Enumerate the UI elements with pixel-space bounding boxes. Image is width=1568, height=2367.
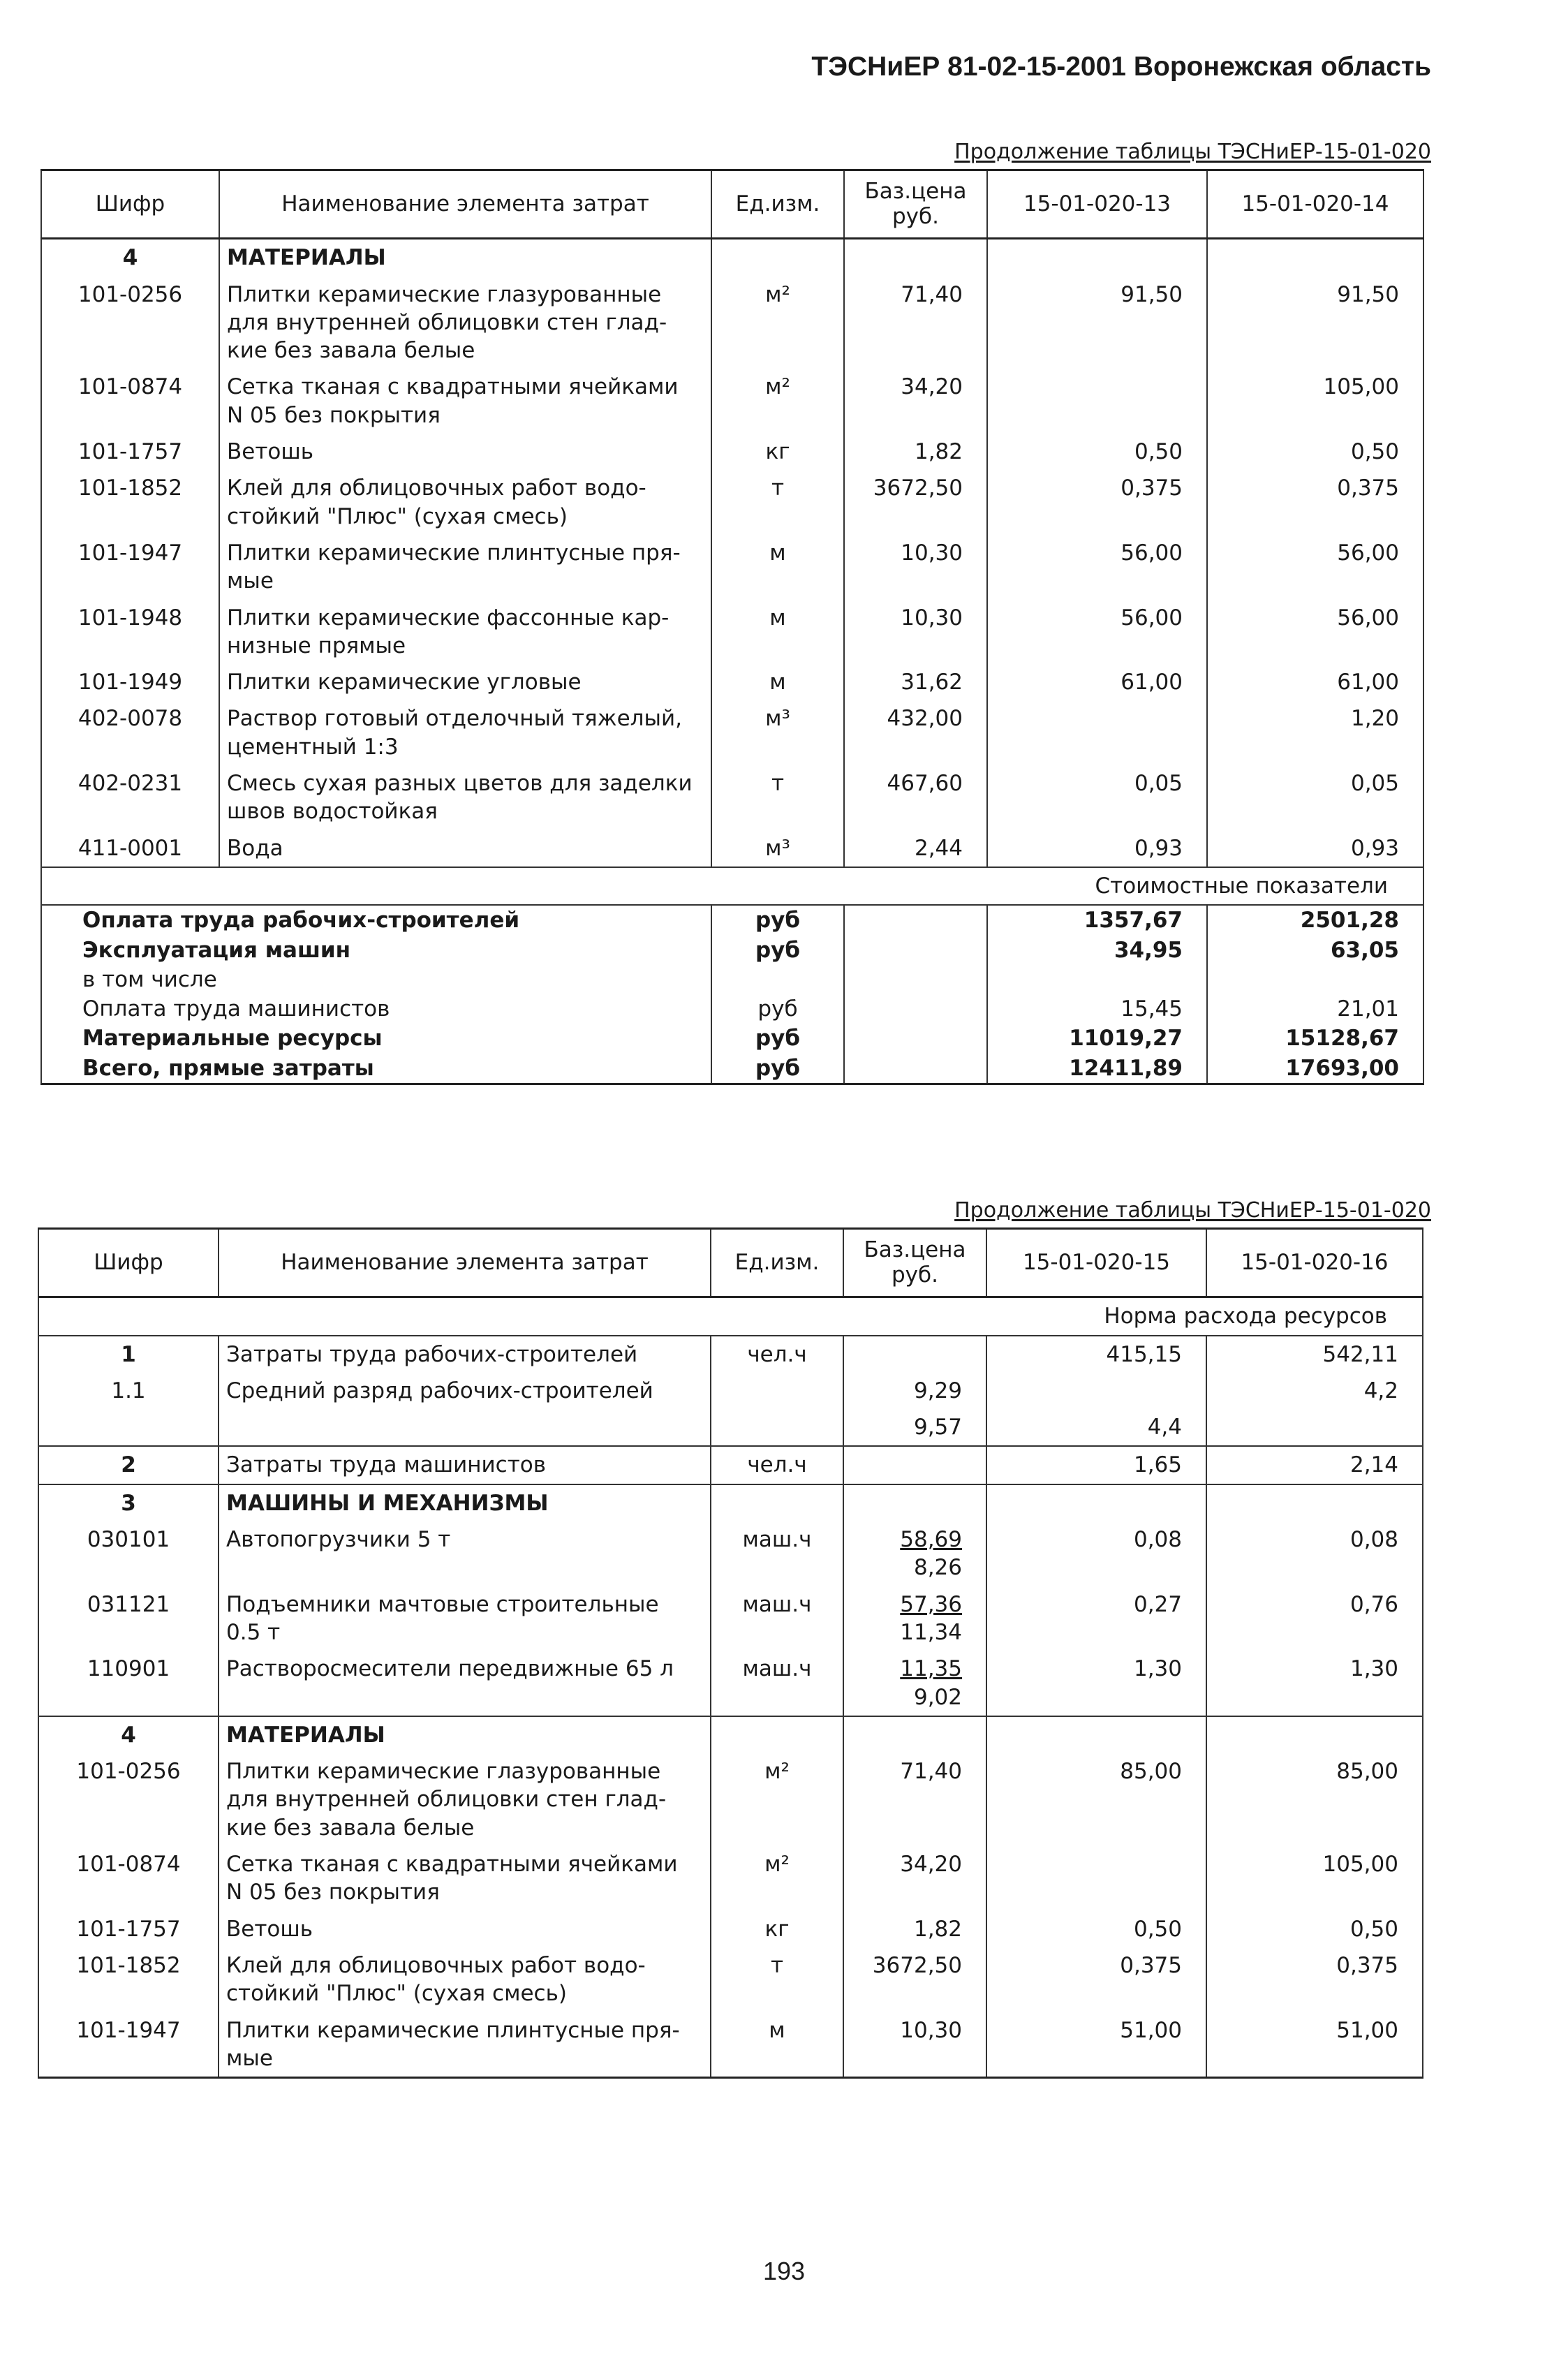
table-row [38, 1947, 1423, 2012]
col-header-price: Баз.цена руб. [844, 170, 987, 239]
section-title: МАТЕРИАЛЫ [219, 1716, 711, 1753]
row-price: 432,00 [844, 700, 987, 765]
row-price: 71,40 [843, 1753, 986, 1846]
summary-value-c2: 15128,67 [1207, 1024, 1423, 1053]
summary-value-c2: 63,05 [1207, 936, 1423, 965]
table1-header-row [41, 170, 1423, 239]
summary-value-c1: 34,95 [987, 936, 1207, 965]
row-name: Ветошь [219, 1911, 711, 1947]
summary-row [41, 965, 1423, 994]
row-name: Вода [219, 830, 711, 867]
row-value-c1: 0,08 [986, 1521, 1206, 1586]
row-name: Плитки керамические глазурованные для внутренней облицовки стен глад- кие без завала белые [219, 276, 711, 369]
row-value-c2: 105,00 [1207, 369, 1423, 434]
col-header-c2: 15-01-020-14 [1207, 170, 1423, 239]
summary-empty [844, 905, 987, 935]
row-value-c1 [986, 1846, 1206, 1911]
row-price: 2,44 [844, 830, 987, 867]
row-unit [711, 1716, 843, 1753]
row-unit: маш.ч [711, 1521, 843, 1586]
section-title: МАШИНЫ И МЕХАНИЗМЫ [219, 1484, 711, 1521]
summary-name: Эксплуатация машин [41, 936, 711, 965]
col-header-unit: Ед.изм. [711, 1229, 843, 1297]
row-value-c2 [1206, 1716, 1423, 1753]
table-row [38, 1753, 1423, 1846]
row-value-c1: 61,00 [987, 664, 1207, 700]
row-code: 031121 [38, 1586, 219, 1651]
row-code: 101-1947 [41, 535, 219, 600]
table-row [38, 1651, 1423, 1716]
table-row [41, 664, 1423, 700]
table-row [41, 276, 1423, 369]
table-row [38, 2012, 1423, 2078]
row-value-c2: 91,50 [1207, 276, 1423, 369]
row-name: Затраты труда рабочих-строителей [219, 1336, 711, 1373]
row-value-c1: 1,65 [986, 1446, 1206, 1484]
row-price-wage: 8,26 [913, 1555, 962, 1581]
col-header-name: Наименование элемента затрат [219, 1229, 711, 1297]
table-row [38, 1336, 1423, 1373]
summary-unit: руб [711, 1024, 844, 1053]
row-price: 10,30 [844, 535, 987, 600]
row-price [843, 1484, 986, 1521]
row-price: 34,20 [844, 369, 987, 434]
row-code: 1 [38, 1336, 219, 1373]
table1-banner: Стоимостные показатели [41, 867, 1423, 905]
row-unit: кг [711, 1911, 843, 1947]
row-price-wage: 11,34 [900, 1619, 962, 1645]
row-value-c1 [987, 239, 1207, 276]
row-unit: маш.ч [711, 1586, 843, 1651]
row-unit: кг [711, 434, 844, 470]
row-price-total: 58,69 [900, 1527, 962, 1553]
col-header-price: Баз.цена руб. [843, 1229, 986, 1297]
row-value-c1: 56,00 [987, 600, 1207, 665]
row-name: Средний разряд рабочих-строителей [219, 1373, 711, 1409]
summary-name: Всего, прямые затраты [41, 1054, 711, 1084]
summary-value-c2: 2501,28 [1207, 905, 1423, 935]
table-row [41, 700, 1423, 765]
summary-unit: руб [711, 1054, 844, 1084]
summary-empty [844, 994, 987, 1024]
page-number: 193 [762, 2257, 806, 2285]
row-value-c1 [987, 369, 1207, 434]
summary-value-c1: 1357,67 [987, 905, 1207, 935]
row-value-c2: 0,50 [1207, 434, 1423, 470]
summary-value-c2 [1207, 965, 1423, 994]
table2-header-row [38, 1229, 1423, 1297]
row-price: 10,30 [843, 2012, 986, 2078]
row-price [844, 239, 987, 276]
summary-value-c1: 11019,27 [987, 1024, 1207, 1053]
row-unit: м³ [711, 830, 844, 867]
row-name: Затраты труда машинистов [219, 1446, 711, 1484]
row-price: 10,30 [844, 600, 987, 665]
row-value-c2: 2,14 [1206, 1446, 1423, 1484]
summary-name: Материальные ресурсы [41, 1024, 711, 1053]
row-value-c2: 0,375 [1206, 1947, 1423, 2012]
summary-row [41, 994, 1423, 1024]
summary-value-c2: 21,01 [1207, 994, 1423, 1024]
row-unit: т [711, 1947, 843, 2012]
row-value-c2: 542,11 [1206, 1336, 1423, 1373]
row-price-wage: 9,02 [913, 1684, 962, 1710]
row-code: 030101 [38, 1521, 219, 1586]
row-unit: м [711, 2012, 843, 2078]
row-price: 31,62 [844, 664, 987, 700]
row-code: 101-1947 [38, 2012, 219, 2078]
row-value-c2: 105,00 [1206, 1846, 1423, 1911]
row-unit: чел.ч [711, 1446, 843, 1484]
row-value-c1 [987, 700, 1207, 765]
table-row [41, 830, 1423, 867]
table-row [38, 1521, 1423, 1586]
table2-banner: Норма расхода ресурсов [38, 1297, 1423, 1336]
row-unit [711, 1484, 843, 1521]
row-value-c2 [1207, 239, 1423, 276]
row-code: 3 [38, 1484, 219, 1521]
row-name: Клей для облицовочных работ водо- стойкий "Плюс" (сухая смесь) [219, 1947, 711, 2012]
row-value-c2: 1,20 [1207, 700, 1423, 765]
table1-banner-row [41, 867, 1423, 905]
col-header-c1: 15-01-020-15 [986, 1229, 1206, 1297]
row-value-c1: 51,00 [986, 2012, 1206, 2078]
col-header-c1: 15-01-020-13 [987, 170, 1207, 239]
row-unit: чел.ч [711, 1336, 843, 1373]
row-price: 3672,50 [844, 470, 987, 535]
col-header-code: Шифр [38, 1229, 219, 1297]
row-price [843, 1336, 986, 1373]
table-row [38, 1586, 1423, 1651]
row-value-c2: 0,08 [1206, 1521, 1423, 1586]
table-row [38, 1446, 1423, 1484]
summary-empty [844, 936, 987, 965]
row-name: Сетка тканая с квадратными ячейками N 05 без покрытия [219, 369, 711, 434]
row-value-c2: 51,00 [1206, 2012, 1423, 2078]
row-value-c2: 0,375 [1207, 470, 1423, 535]
table2-banner-row [38, 1297, 1423, 1336]
col-header-code: Шифр [41, 170, 219, 239]
table-row [41, 535, 1423, 600]
summary-unit: руб [711, 994, 844, 1024]
row-code: 101-1949 [41, 664, 219, 700]
table-row [41, 470, 1423, 535]
table1-continuation-label: Продолжение таблицы ТЭСНиЕР-15-01-020 [954, 140, 1431, 164]
table-row [38, 1409, 1423, 1446]
row-price: 467,60 [844, 765, 987, 830]
row-value-c1: 0,375 [986, 1947, 1206, 2012]
row-unit: т [711, 765, 844, 830]
row-unit: м² [711, 1753, 843, 1846]
row-value-c1: 0,27 [986, 1586, 1206, 1651]
row-name: Смесь сухая разных цветов для заделки швов водостойкая [219, 765, 711, 830]
summary-name: Оплата труда машинистов [41, 994, 711, 1024]
section-title: МАТЕРИАЛЫ [219, 239, 711, 276]
row-code: 4 [41, 239, 219, 276]
row-value-c1: 56,00 [987, 535, 1207, 600]
row-unit: м [711, 600, 844, 665]
row-name: Подъемники мачтовые строительные 0.5 т [219, 1586, 711, 1651]
row-value-c2: 0,05 [1207, 765, 1423, 830]
row-unit: маш.ч [711, 1651, 843, 1716]
summary-value-c1: 12411,89 [987, 1054, 1207, 1084]
row-name: Растворосмесители передвижные 65 л [219, 1651, 711, 1716]
row-price: 34,20 [843, 1846, 986, 1911]
section-row [41, 239, 1423, 276]
row-value-c1: 4,4 [986, 1409, 1206, 1446]
row-name: Раствор готовый отделочный тяжелый, цементный 1:3 [219, 700, 711, 765]
summary-row [41, 1024, 1423, 1053]
row-price [843, 1446, 986, 1484]
section-row [38, 1484, 1423, 1521]
row-code: 101-0874 [38, 1846, 219, 1911]
table-row [41, 369, 1423, 434]
row-price [843, 1586, 986, 1651]
row-name: Плитки керамические плинтусные пря- мые [219, 535, 711, 600]
table-row [41, 434, 1423, 470]
row-unit: т [711, 470, 844, 535]
row-value-c1: 0,05 [987, 765, 1207, 830]
row-unit: м [711, 535, 844, 600]
row-code: 101-1852 [38, 1947, 219, 2012]
row-code: 2 [38, 1446, 219, 1484]
row-unit: м² [711, 369, 844, 434]
row-name: Плитки керамические плинтусные пря- мые [219, 2012, 711, 2078]
row-code: 402-0231 [41, 765, 219, 830]
row-code: 402-0078 [41, 700, 219, 765]
table2-continuation-label: Продолжение таблицы ТЭСНиЕР-15-01-020 [954, 1198, 1431, 1223]
row-name: Автопогрузчики 5 т [219, 1521, 711, 1586]
section-row [38, 1716, 1423, 1753]
row-price [843, 1716, 986, 1753]
row-value-c1: 0,375 [987, 470, 1207, 535]
col-header-unit: Ед.изм. [711, 170, 844, 239]
summary-unit: руб [711, 936, 844, 965]
row-value-c1: 0,50 [987, 434, 1207, 470]
row-value-c1 [986, 1716, 1206, 1753]
row-name [219, 1409, 711, 1446]
row-value-c2: 0,93 [1207, 830, 1423, 867]
row-name: Плитки керамические угловые [219, 664, 711, 700]
summary-value-c1: 15,45 [987, 994, 1207, 1024]
row-name: Плитки керамические глазурованные для внутренней облицовки стен глад- кие без завала белые [219, 1753, 711, 1846]
table-row [41, 600, 1423, 665]
row-price [843, 1651, 986, 1716]
row-price: 9,29 [843, 1373, 986, 1409]
row-unit: м² [711, 1846, 843, 1911]
row-value-c2: 56,00 [1207, 600, 1423, 665]
row-value-c1 [986, 1373, 1206, 1409]
summary-row [41, 905, 1423, 935]
row-value-c2: 1,30 [1206, 1651, 1423, 1716]
row-price [843, 1521, 986, 1586]
row-value-c1 [986, 1484, 1206, 1521]
row-price: 1,82 [844, 434, 987, 470]
row-name: Ветошь [219, 434, 711, 470]
row-code: 101-1948 [41, 600, 219, 665]
row-value-c2: 85,00 [1206, 1753, 1423, 1846]
row-price: 9,57 [843, 1409, 986, 1446]
row-price-total: 11,35 [900, 1656, 962, 1682]
row-code: 101-1757 [41, 434, 219, 470]
row-name: Клей для облицовочных работ водо- стойкий "Плюс" (сухая смесь) [219, 470, 711, 535]
row-value-c2 [1206, 1409, 1423, 1446]
row-name: Сетка тканая с квадратными ячейками N 05 без покрытия [219, 1846, 711, 1911]
row-value-c1: 1,30 [986, 1651, 1206, 1716]
summary-empty [844, 1054, 987, 1084]
row-value-c2: 56,00 [1207, 535, 1423, 600]
row-code: 1.1 [38, 1373, 219, 1409]
summary-unit [711, 965, 844, 994]
row-name: Плитки керамические фассонные кар- низные прямые [219, 600, 711, 665]
row-unit: м³ [711, 700, 844, 765]
row-unit [711, 1373, 843, 1409]
summary-value-c2: 17693,00 [1207, 1054, 1423, 1084]
row-unit [711, 1409, 843, 1446]
row-code [38, 1409, 219, 1446]
row-unit: м [711, 664, 844, 700]
document-header: ТЭСНиЕР 81-02-15-2001 Воронежская область [811, 52, 1431, 82]
row-code: 101-0256 [41, 276, 219, 369]
row-price: 1,82 [843, 1911, 986, 1947]
row-code: 101-0874 [41, 369, 219, 434]
row-value-c1: 0,93 [987, 830, 1207, 867]
row-value-c1: 415,15 [986, 1336, 1206, 1373]
row-value-c2: 0,76 [1206, 1586, 1423, 1651]
row-value-c2: 61,00 [1207, 664, 1423, 700]
table-row [38, 1911, 1423, 1947]
resource-table-1 [40, 169, 1424, 1085]
row-price-total: 57,36 [900, 1591, 962, 1617]
summary-empty [844, 1024, 987, 1053]
table-row [41, 765, 1423, 830]
row-code: 101-1852 [41, 470, 219, 535]
row-code: 101-1757 [38, 1911, 219, 1947]
row-price: 71,40 [844, 276, 987, 369]
summary-name: Оплата труда рабочих-строителей [41, 905, 711, 935]
summary-value-c1 [987, 965, 1207, 994]
summary-name: в том числе [41, 965, 711, 994]
summary-row [41, 1054, 1423, 1084]
row-value-c1: 91,50 [987, 276, 1207, 369]
table-row [38, 1846, 1423, 1911]
row-code: 101-0256 [38, 1753, 219, 1846]
summary-unit: руб [711, 905, 844, 935]
row-value-c1: 0,50 [986, 1911, 1206, 1947]
row-code: 411-0001 [41, 830, 219, 867]
row-unit: м² [711, 276, 844, 369]
table-row [38, 1373, 1423, 1409]
row-price: 3672,50 [843, 1947, 986, 2012]
resource-table-2 [38, 1227, 1423, 2079]
summary-row [41, 936, 1423, 965]
row-value-c2 [1206, 1484, 1423, 1521]
col-header-name: Наименование элемента затрат [219, 170, 711, 239]
row-value-c1: 85,00 [986, 1753, 1206, 1846]
row-unit [711, 239, 844, 276]
row-code: 4 [38, 1716, 219, 1753]
row-value-c2: 4,2 [1206, 1373, 1423, 1409]
row-value-c2: 0,50 [1206, 1911, 1423, 1947]
col-header-c2: 15-01-020-16 [1206, 1229, 1423, 1297]
summary-empty [844, 965, 987, 994]
row-code: 110901 [38, 1651, 219, 1716]
